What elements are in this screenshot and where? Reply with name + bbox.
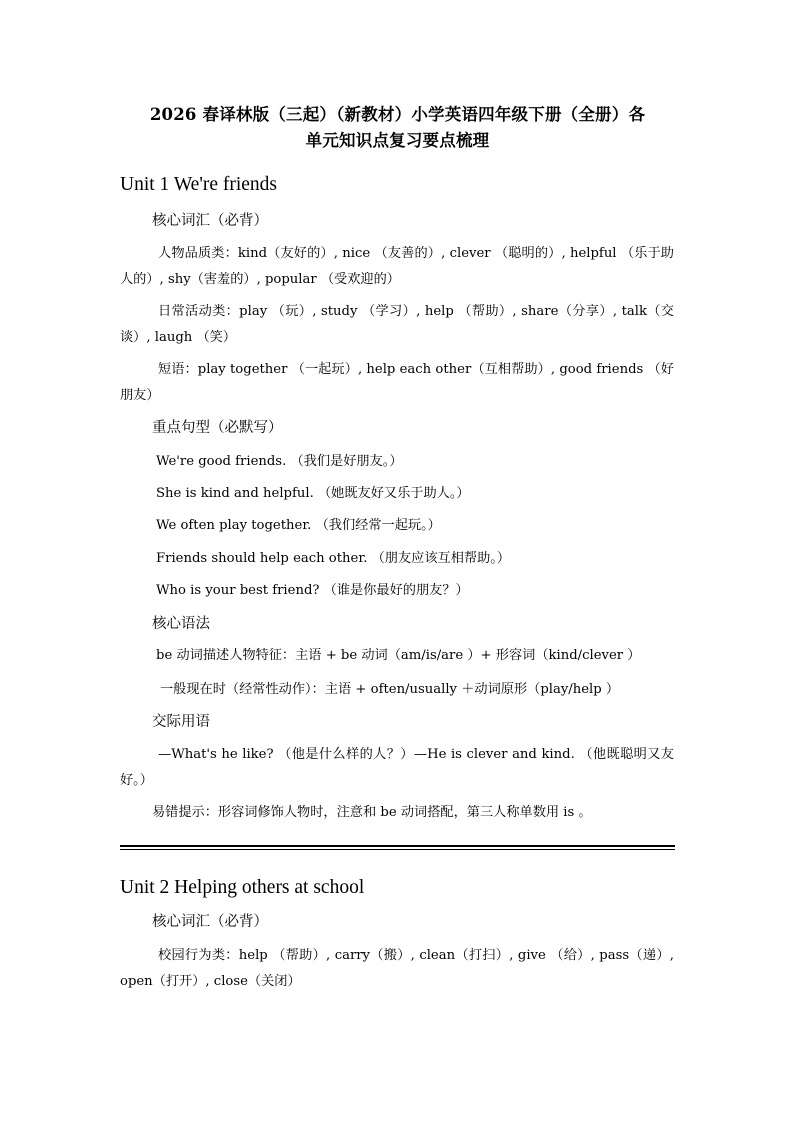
unit1-sentence-4: Friends should help each other. （朋友应该互相帮助。） <box>156 551 511 566</box>
section-divider <box>120 845 675 850</box>
title-line-2: 单元知识点复习要点梳理 <box>305 131 490 150</box>
unit1-grammar-2: 一般现在时（经常性动作）：主语 + often/usually ＋动词原形（play/help ） <box>160 682 620 697</box>
unit1-dialogue-title: 交际用语 <box>152 714 210 730</box>
unit1-dialogue: —What's he like? （他是什么样的人？）—He is clever and kind. （他既聪明又友好。） <box>120 747 674 788</box>
unit1-heading: Unit 1 We're friends <box>120 174 277 195</box>
document-title <box>120 102 675 154</box>
unit2-vocab-actions: 校园行为类：help （帮助）, carry（搬）, clean（打扫）, give （给）, pass（递）, open（打开）, close（关闭） <box>120 948 674 989</box>
unit1-sentence-2: She is kind and helpful. （她既友好又乐于助人。） <box>156 486 470 501</box>
unit1-grammar-title: 核心语法 <box>152 616 210 632</box>
unit1-vocab-phrases: 短语：play together （一起玩）, help each other（互相帮助）, good friends （好朋友） <box>120 362 674 403</box>
unit1-sentence-1: We're good friends. （我们是好朋友。） <box>156 454 403 469</box>
unit1-grammar-1: be 动词描述人物特征：主语 + be 动词（am/is/are ）+ 形容词（kind/clever ） <box>156 648 641 663</box>
title-line-1: 2026 春译林版（三起）（新教材）小学英语四年级下册（全册）各 <box>149 105 646 124</box>
unit1-vocab-title: 核心词汇（必背） <box>152 213 268 229</box>
unit2-vocab-title: 核心词汇（必背） <box>152 914 268 930</box>
unit2-heading: Unit 2 Helping others at school <box>120 877 365 898</box>
unit1-sentence-3: We often play together. （我们经常一起玩。） <box>156 518 441 533</box>
unit1-sentences-title: 重点句型（必默写） <box>152 420 283 436</box>
unit1-tip: 易错提示：形容词修饰人物时，注意和 be 动词搭配，第三人称单数用 is 。 <box>152 805 592 820</box>
unit1-sentence-5: Who is your best friend? （谁是你最好的朋友？） <box>156 583 469 598</box>
unit1-vocab-activities: 日常活动类：play （玩）, study （学习）, help （帮助）, share（分享）, talk（交谈）, laugh （笑） <box>120 304 674 345</box>
unit1-vocab-traits: 人物品质类：kind（友好的）, nice （友善的）, clever （聪明的）, helpful （乐于助人的）, shy（害羞的）, popular （受欢迎的） <box>120 246 674 287</box>
